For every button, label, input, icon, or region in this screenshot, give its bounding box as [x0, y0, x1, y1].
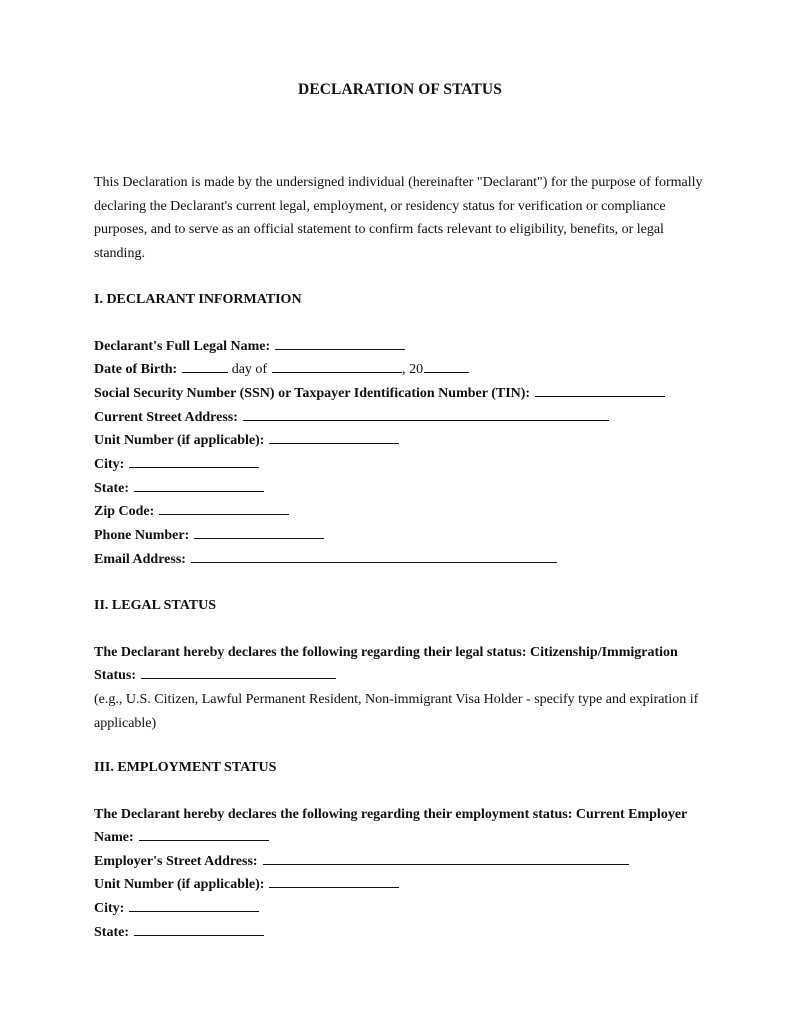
- zip-code-label: Zip Code:: [94, 504, 155, 520]
- street-address-row: [94, 406, 708, 430]
- employment-fields: [94, 850, 708, 945]
- employment-status-statement: [94, 803, 708, 850]
- city-label: City:: [94, 456, 125, 472]
- intro-paragraph: This Declaration is made by the undersigned individual (hereinafter "Declarant") for the purpose of formally declaring the Declarant's current legal, employment, or residency status for verification or compliance purposes, and to serve as an official statement to confirm facts relevant to eligibility, benefits, or legal standing.: [94, 175, 703, 261]
- full-name-row: [94, 335, 708, 359]
- city-field[interactable]: [129, 454, 259, 468]
- unit-number-label: Unit Number (if applicable):: [94, 433, 265, 449]
- employer-name-label: Name:: [94, 830, 134, 846]
- section-heading-declarant-information: I. DECLARANT INFORMATION: [94, 292, 302, 307]
- state-row: [94, 477, 708, 501]
- ssn-row: [94, 382, 708, 406]
- employer-state-label: State:: [94, 924, 129, 940]
- unit-number-field[interactable]: [269, 430, 399, 444]
- full-name-field[interactable]: [275, 336, 405, 350]
- employer-unit-field[interactable]: [269, 874, 399, 888]
- legal-status-label: Status:: [94, 668, 137, 684]
- birth-month-field[interactable]: [272, 359, 402, 373]
- city-row: [94, 453, 708, 477]
- email-address-field[interactable]: [191, 549, 557, 563]
- employer-state-row: [94, 921, 708, 945]
- state-field[interactable]: [134, 478, 264, 492]
- section-heading-legal-status: II. LEGAL STATUS: [94, 598, 217, 614]
- ssn-field[interactable]: [535, 383, 665, 397]
- ssn-label: Social Security Number (SSN) or Taxpayer Identification Number (TIN):: [94, 385, 531, 401]
- birth-year-field[interactable]: [424, 359, 469, 373]
- phone-number-field[interactable]: [194, 525, 324, 539]
- legal-status-field[interactable]: [141, 665, 336, 679]
- employer-street-label: Employer's Street Address:: [94, 853, 258, 869]
- street-address-field[interactable]: [243, 407, 609, 421]
- email-address-label: Email Address:: [94, 551, 186, 567]
- zip-code-field[interactable]: [159, 501, 289, 515]
- employer-city-field[interactable]: [129, 898, 259, 912]
- declarant-information-fields: [94, 335, 708, 572]
- legal-status-note: (e.g., U.S. Citizen, Lawful Permanent Resident, Non-immigrant Visa Holder - specify type and expiration if applicable): [94, 692, 699, 731]
- zip-code-row: [94, 500, 708, 524]
- employer-unit-row: [94, 873, 708, 897]
- full-name-label: Declarant's Full Legal Name:: [94, 338, 271, 354]
- street-address-label: Current Street Address:: [94, 409, 238, 425]
- date-of-birth-day-of-text: day of: [231, 362, 268, 378]
- date-of-birth-row: [94, 358, 708, 382]
- section-heading-employment-status: III. EMPLOYMENT STATUS: [94, 760, 277, 776]
- document-title: DECLARATION OF STATUS: [298, 81, 502, 98]
- document-body: [94, 171, 708, 945]
- employer-city-row: [94, 897, 708, 921]
- legal-status-row: [94, 664, 708, 688]
- employer-city-label: City:: [94, 901, 125, 917]
- employment-status-statement-line1: The Declarant hereby declares the following regarding their employment status: Current Employer: [94, 806, 688, 822]
- employer-street-row: [94, 850, 708, 874]
- date-of-birth-year-prefix: , 20: [402, 362, 424, 378]
- birth-day-field[interactable]: [182, 359, 228, 373]
- employer-name-row: [94, 826, 708, 850]
- email-address-row: [94, 548, 708, 572]
- employer-state-field[interactable]: [134, 922, 264, 936]
- employer-name-field[interactable]: [139, 827, 269, 841]
- phone-number-row: [94, 524, 708, 548]
- legal-status-statement: [94, 641, 708, 688]
- employer-street-field[interactable]: [263, 851, 629, 865]
- state-label: State:: [94, 480, 129, 496]
- date-of-birth-label: Date of Birth:: [94, 362, 178, 378]
- unit-number-row: [94, 429, 708, 453]
- legal-status-statement-line1: The Declarant hereby declares the following regarding their legal status: Citizenship/Immigration: [94, 644, 678, 660]
- employer-unit-label: Unit Number (if applicable):: [94, 877, 265, 893]
- phone-number-label: Phone Number:: [94, 528, 190, 543]
